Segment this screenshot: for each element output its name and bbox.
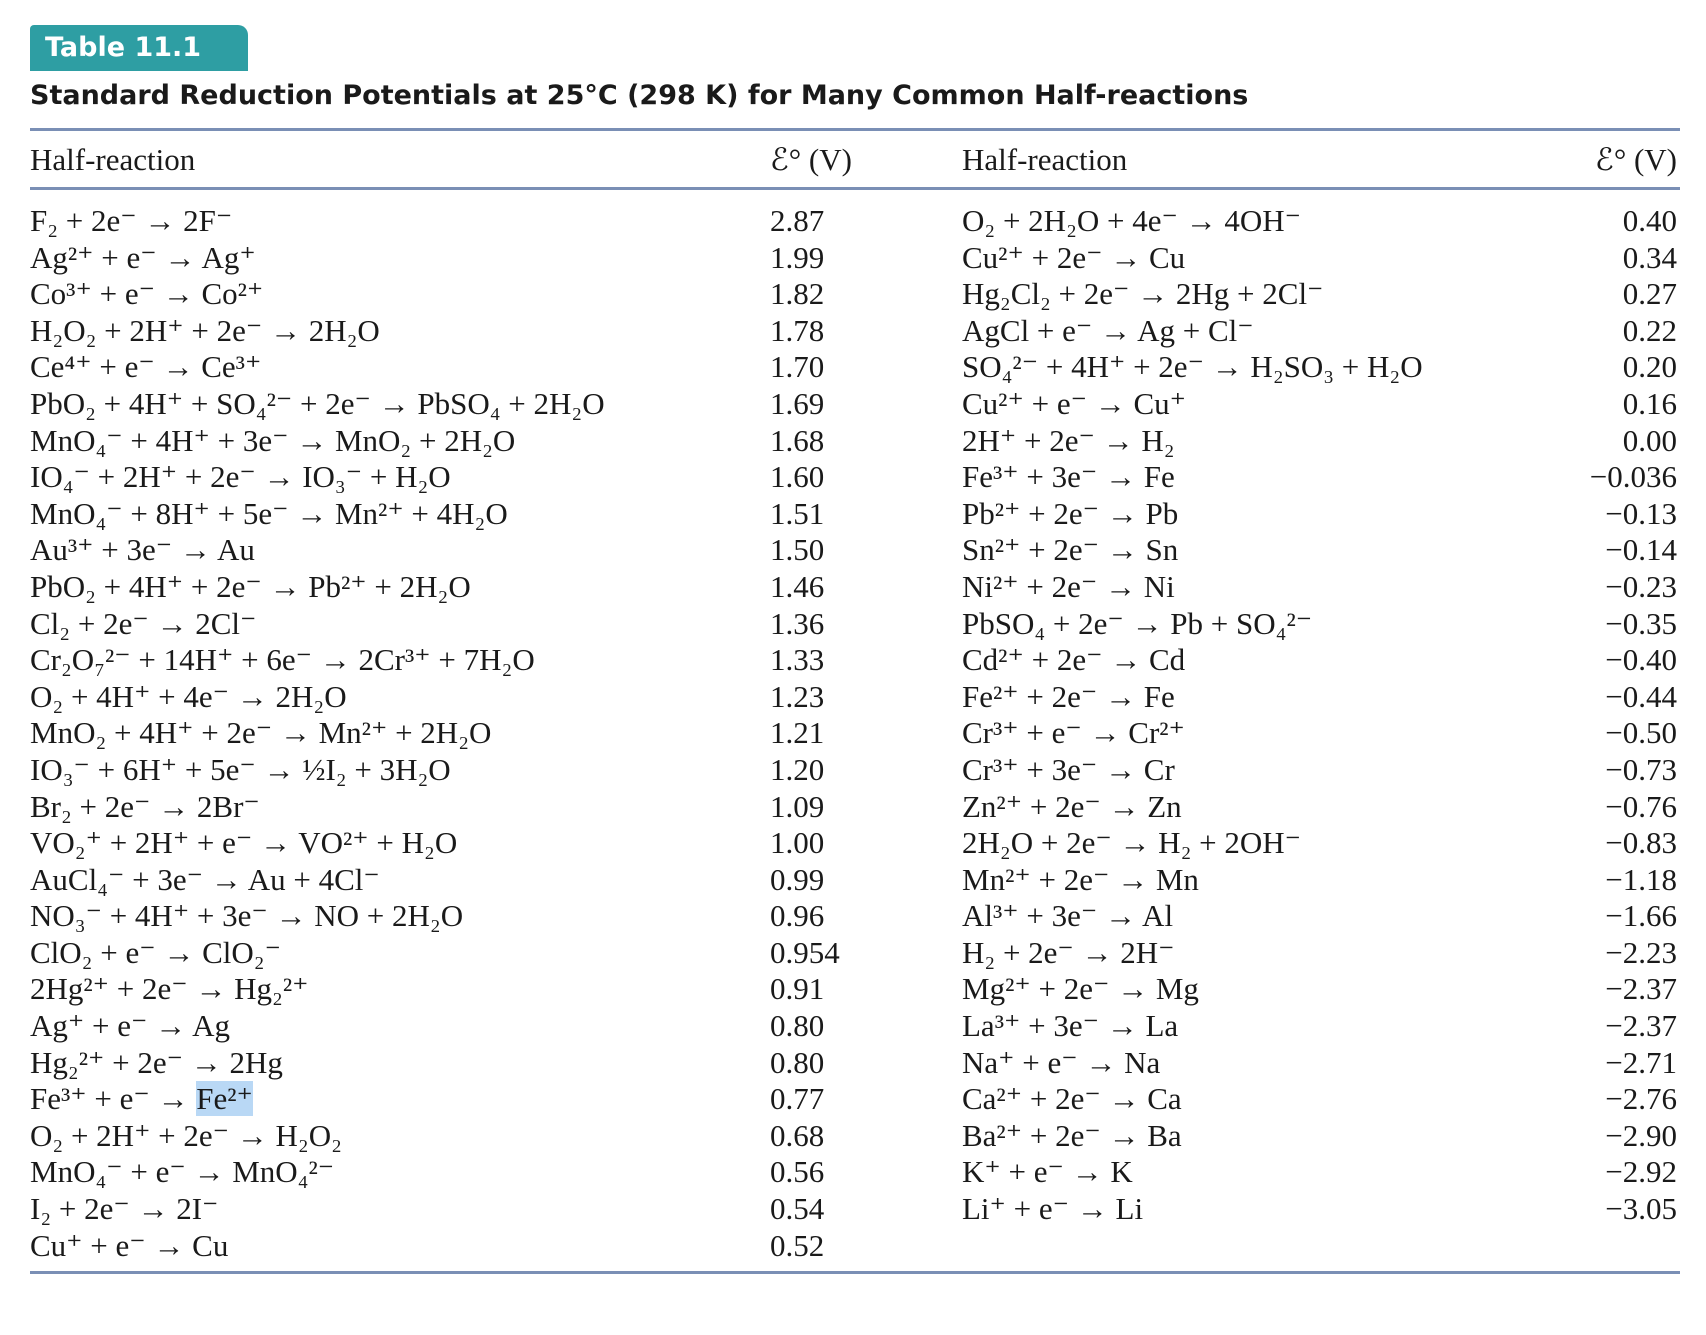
half-reaction-cell: Fe³⁺ + e⁻ → Fe²⁺ [30, 1081, 253, 1117]
potential-cell: −0.35 [1605, 605, 1677, 641]
half-reaction-cell: Hg₂Cl₂ + 2e⁻ → 2Hg + 2Cl⁻ [962, 276, 1324, 312]
potential-cell: 0.34 [1622, 239, 1677, 275]
right-reaction-column [962, 203, 1522, 1228]
half-reaction-cell: MnO₄⁻ + e⁻ → MnO₄²⁻ [30, 1154, 335, 1190]
potential-cell: −0.036 [1589, 459, 1677, 495]
potential-cell: 1.68 [770, 422, 825, 458]
potential-cell: 0.80 [770, 1008, 825, 1044]
half-reaction-cell: Ce⁴⁺ + e⁻ → Ce³⁺ [30, 349, 262, 385]
half-reaction-cell: 2H⁺ + 2e⁻ → H₂ [962, 422, 1175, 458]
half-reaction-cell: AuCl₄⁻ + 3e⁻ → Au + 4Cl⁻ [30, 861, 380, 897]
potential-cell: −2.76 [1605, 1081, 1677, 1117]
potential-cell: 1.09 [770, 788, 825, 824]
half-reaction-cell: PbSO₄ + 2e⁻ → Pb + SO₄²⁻ [962, 605, 1313, 641]
potential-cell: −1.66 [1605, 898, 1677, 934]
potential-cell: 1.23 [770, 678, 825, 714]
half-reaction-cell: O₂ + 2H⁺ + 2e⁻ → H₂O₂ [30, 1117, 342, 1153]
potential-cell: 1.60 [770, 459, 825, 495]
left-reaction-column [30, 203, 750, 1264]
half-reaction-cell: Cr₂O₇²⁻ + 14H⁺ + 6e⁻ → 2Cr³⁺ + 7H₂O [30, 642, 535, 678]
half-reaction-cell: Cu²⁺ + e⁻ → Cu⁺ [962, 385, 1186, 421]
half-reaction-cell: Fe³⁺ + 3e⁻ → Fe [962, 459, 1175, 495]
right-potential-header: ℰ° (V) [1595, 142, 1677, 177]
potential-cell: −0.13 [1605, 495, 1677, 531]
half-reaction-cell: I₂ + 2e⁻ → 2I⁻ [30, 1191, 219, 1227]
right-reaction-header: Half-reaction [962, 142, 1128, 177]
potential-cell: −1.18 [1605, 861, 1677, 897]
potential-cell: −2.71 [1605, 1044, 1677, 1080]
half-reaction-cell: IO₄⁻ + 2H⁺ + 2e⁻ → IO₃⁻ + H₂O [30, 459, 451, 495]
half-reaction-cell: 2H₂O + 2e⁻ → H₂ + 2OH⁻ [962, 825, 1302, 861]
potential-cell: 1.33 [770, 642, 825, 678]
half-reaction-cell: O₂ + 4H⁺ + 4e⁻ → 2H₂O [30, 678, 347, 714]
potential-cell: 0.20 [1622, 349, 1677, 385]
half-reaction-cell: Ni²⁺ + 2e⁻ → Ni [962, 568, 1175, 604]
potential-cell: 1.36 [770, 605, 825, 641]
potential-cell: 0.22 [1622, 312, 1677, 348]
half-reaction-cell: Ba²⁺ + 2e⁻ → Ba [962, 1117, 1182, 1153]
half-reaction-cell: Mg²⁺ + 2e⁻ → Mg [962, 971, 1199, 1007]
half-reaction-cell: 2Hg²⁺ + 2e⁻ → Hg₂²⁺ [30, 971, 309, 1007]
potential-cell: 0.27 [1622, 276, 1677, 312]
table-bottom-rule [30, 1271, 1680, 1274]
potential-cell: 0.99 [770, 861, 825, 897]
potential-cell: −0.73 [1605, 751, 1677, 787]
potential-cell: 0.80 [770, 1044, 825, 1080]
half-reaction-cell: Cr³⁺ + 3e⁻ → Cr [962, 751, 1175, 787]
half-reaction-cell: Au³⁺ + 3e⁻ → Au [30, 532, 255, 568]
potential-cell: 0.91 [770, 971, 825, 1007]
potential-cell: 0.77 [770, 1081, 825, 1117]
half-reaction-cell: Cu²⁺ + 2e⁻ → Cu [962, 239, 1186, 275]
potential-cell: 1.78 [770, 312, 825, 348]
potential-cell: 1.20 [770, 751, 825, 787]
potential-cell: 0.54 [770, 1191, 825, 1227]
potential-cell: −3.05 [1605, 1191, 1677, 1227]
half-reaction-cell: Ag²⁺ + e⁻ → Ag⁺ [30, 239, 256, 275]
half-reaction-cell: MnO₄⁻ + 4H⁺ + 3e⁻ → MnO₂ + 2H₂O [30, 422, 516, 458]
half-reaction-cell: Ca²⁺ + 2e⁻ → Ca [962, 1081, 1182, 1117]
half-reaction-cell: IO₃⁻ + 6H⁺ + 5e⁻ → ½I₂ + 3H₂O [30, 751, 451, 787]
potential-cell: 1.69 [770, 385, 825, 421]
potential-cell: 1.21 [770, 715, 825, 751]
potential-cell: 0.16 [1622, 385, 1677, 421]
half-reaction-cell: Zn²⁺ + 2e⁻ → Zn [962, 788, 1182, 824]
potential-cell: 0.68 [770, 1117, 825, 1153]
half-reaction-cell: O₂ + 2H₂O + 4e⁻ → 4OH⁻ [962, 203, 1302, 238]
potential-cell: 0.00 [1622, 422, 1677, 458]
half-reaction-cell: Cr³⁺ + e⁻ → Cr²⁺ [962, 715, 1185, 751]
potential-cell: 0.954 [770, 934, 840, 970]
half-reaction-cell: Al³⁺ + 3e⁻ → Al [962, 898, 1174, 934]
potential-cell: −0.23 [1605, 568, 1677, 604]
potential-cell: 1.50 [770, 532, 825, 568]
potential-cell: 0.40 [1622, 203, 1677, 238]
half-reaction-cell: Mn²⁺ + 2e⁻ → Mn [962, 861, 1199, 897]
half-reaction-cell: NO₃⁻ + 4H⁺ + 3e⁻ → NO + 2H₂O [30, 898, 464, 934]
potential-cell: 1.46 [770, 568, 825, 604]
half-reaction-cell: H₂O₂ + 2H⁺ + 2e⁻ → 2H₂O [30, 312, 380, 348]
half-reaction-cell: Cl₂ + 2e⁻ → 2Cl⁻ [30, 605, 257, 641]
text-selection-highlight[interactable]: Fe²⁺ [196, 1081, 253, 1117]
potential-cell: −2.23 [1605, 934, 1677, 970]
potential-cell: −0.40 [1605, 642, 1677, 678]
potential-cell: −0.44 [1605, 678, 1677, 714]
table-caption: Standard Reduction Potentials at 25°C (298 K) for Many Common Half-reactions [30, 80, 1249, 111]
right-potential-column [1560, 203, 1677, 1228]
half-reaction-cell: MnO₂ + 4H⁺ + 2e⁻ → Mn²⁺ + 2H₂O [30, 715, 492, 751]
left-potential-column [770, 203, 870, 1264]
potential-cell: −2.90 [1605, 1117, 1677, 1153]
potential-cell: 1.51 [770, 495, 825, 531]
half-reaction-cell: ClO₂ + e⁻ → ClO₂⁻ [30, 934, 281, 970]
potential-cell: 1.99 [770, 239, 825, 275]
half-reaction-cell: La³⁺ + 3e⁻ → La [962, 1008, 1179, 1044]
potential-cell: 1.70 [770, 349, 825, 385]
half-reaction-cell: Co³⁺ + e⁻ → Co²⁺ [30, 276, 264, 312]
potential-cell: −0.76 [1605, 788, 1677, 824]
potential-cell: −2.92 [1605, 1154, 1677, 1190]
potential-cell: 1.82 [770, 276, 825, 312]
left-potential-header: ℰ° (V) [770, 142, 852, 177]
half-reaction-cell: Sn²⁺ + 2e⁻ → Sn [962, 532, 1179, 568]
potential-cell: 0.52 [770, 1227, 825, 1263]
half-reaction-cell: PbO₂ + 4H⁺ + SO₄²⁻ + 2e⁻ → PbSO₄ + 2H₂O [30, 385, 605, 421]
half-reaction-cell: F₂ + 2e⁻ → 2F⁻ [30, 203, 233, 238]
potential-cell: −0.50 [1605, 715, 1677, 751]
half-reaction-cell: K⁺ + e⁻ → K [962, 1154, 1133, 1190]
half-reaction-cell: Fe²⁺ + 2e⁻ → Fe [962, 678, 1175, 714]
half-reaction-cell: Li⁺ + e⁻ → Li [962, 1191, 1144, 1227]
header-top-rule [30, 128, 1680, 131]
half-reaction-cell: Na⁺ + e⁻ → Na [962, 1044, 1161, 1080]
potential-cell: 1.00 [770, 825, 825, 861]
half-reaction-cell: Ag⁺ + e⁻ → Ag [30, 1008, 231, 1044]
potential-cell: −0.83 [1605, 825, 1677, 861]
half-reaction-cell: Cd²⁺ + 2e⁻ → Cd [962, 642, 1186, 678]
half-reaction-cell: H₂ + 2e⁻ → 2H⁻ [962, 934, 1175, 970]
half-reaction-cell: Hg₂²⁺ + 2e⁻ → 2Hg [30, 1044, 283, 1080]
half-reaction-cell: MnO₄⁻ + 8H⁺ + 5e⁻ → Mn²⁺ + 4H₂O [30, 495, 508, 531]
half-reaction-cell: AgCl + e⁻ → Ag + Cl⁻ [962, 312, 1254, 348]
header-bottom-rule [30, 187, 1680, 190]
potential-cell: −2.37 [1605, 971, 1677, 1007]
potential-cell: −0.14 [1605, 532, 1677, 568]
half-reaction-cell: Br₂ + 2e⁻ → 2Br⁻ [30, 788, 260, 824]
half-reaction-cell: SO₄²⁻ + 4H⁺ + 2e⁻ → H₂SO₃ + H₂O [962, 349, 1423, 385]
potential-cell: 0.96 [770, 898, 825, 934]
potential-cell: −2.37 [1605, 1008, 1677, 1044]
table-number-tab: Table 11.1 [30, 25, 248, 71]
potential-cell: 0.56 [770, 1154, 825, 1190]
half-reaction-cell: Pb²⁺ + 2e⁻ → Pb [962, 495, 1179, 531]
potential-cell: 2.87 [770, 203, 825, 238]
half-reaction-cell: PbO₂ + 4H⁺ + 2e⁻ → Pb²⁺ + 2H₂O [30, 568, 471, 604]
half-reaction-cell: Cu⁺ + e⁻ → Cu [30, 1227, 229, 1263]
left-reaction-header: Half-reaction [30, 142, 196, 177]
half-reaction-cell: VO₂⁺ + 2H⁺ + e⁻ → VO²⁺ + H₂O [30, 825, 458, 861]
